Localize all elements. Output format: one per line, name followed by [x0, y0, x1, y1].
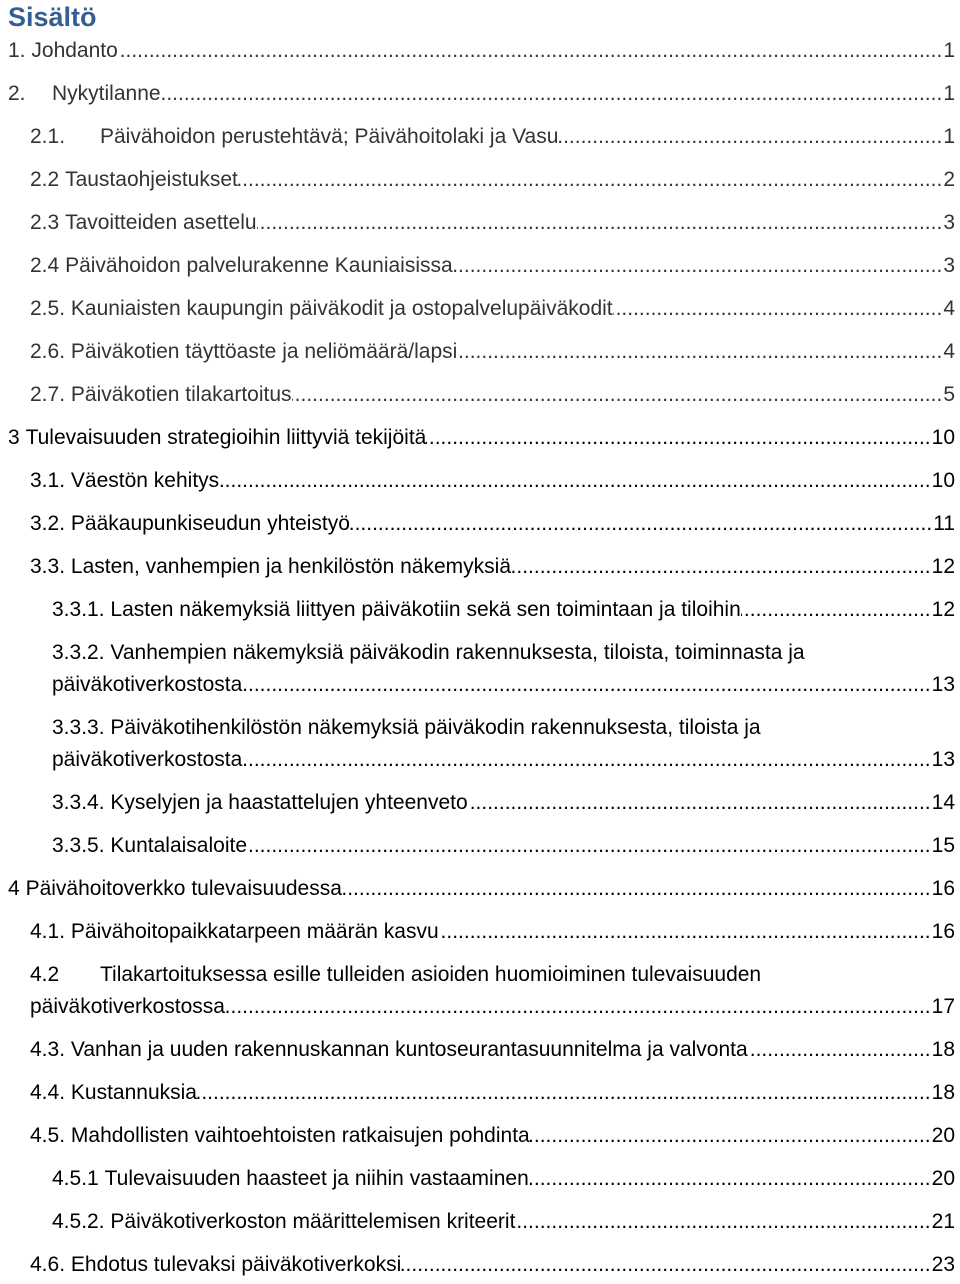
toc-entry-line [52, 1163, 955, 1195]
toc-entry-number: 4.5. [30, 1124, 66, 1147]
toc-entry[interactable] [8, 196, 955, 239]
toc-entry-number: 4.6. [30, 1253, 66, 1276]
dot-leader [292, 379, 943, 411]
toc-entry-page-number: 12 [931, 598, 955, 621]
dot-leader [342, 873, 931, 905]
toc-entry-title: Päiväkotiverkoston määrittelemisen kriteerit [110, 1210, 516, 1233]
toc-entry[interactable] [8, 282, 955, 325]
toc-entry-title: Ehdotus tulevaksi päiväkotiverkoksi [70, 1253, 402, 1276]
toc-entry-title: Päivähoitopaikkatarpeen määrän kasvu [70, 920, 439, 943]
toc-entry-title: Vanhan ja uuden rakennuskannan kuntoseurantasuunnitelma ja valvonta [70, 1038, 748, 1061]
toc-entry-number: 2. [8, 82, 26, 105]
toc-entry-line [30, 991, 955, 1023]
toc-entry-line [8, 35, 955, 67]
toc-entry-number: 2.7. [30, 383, 66, 406]
toc-entry[interactable] [8, 67, 955, 110]
toc-entry-line [30, 293, 955, 325]
toc-entry-page-number: 20 [931, 1167, 955, 1190]
toc-entry-line [30, 465, 955, 497]
toc-entry[interactable] [8, 454, 955, 497]
toc-entry-title: Taustaohjeistukset [65, 168, 238, 191]
toc-entry-page-number: 20 [931, 1124, 955, 1147]
dot-leader [197, 1077, 931, 1109]
toc-entry[interactable] [8, 1023, 955, 1066]
toc-entry-page-number: 17 [931, 995, 955, 1018]
toc-entry-number: 3.3.4. [52, 791, 105, 814]
toc-entry-number: 4.5.1 [52, 1167, 99, 1190]
toc-entry-number: 3.3.5. [52, 834, 105, 857]
toc-entry-title: Tavoitteiden asettelu [65, 211, 257, 234]
toc-entry-line [30, 121, 955, 153]
dot-leader [219, 465, 930, 497]
toc-entry-page-number: 10 [931, 426, 955, 449]
toc-entry-title: Lasten näkemyksiä liittyen päiväkotiin sekä sen toimintaan ja tiloihin [110, 598, 741, 621]
toc-heading: Sisältö [8, 2, 97, 32]
toc-entry-line [30, 1120, 955, 1152]
toc-entry[interactable] [8, 819, 955, 862]
toc-entry-title: Päiväkotien tilakartoitus [70, 383, 292, 406]
toc-entry-line [52, 787, 955, 819]
dot-leader [247, 830, 931, 862]
toc-entry-number: 3.3.3. [52, 716, 105, 739]
dot-leader [613, 293, 943, 325]
toc-entry-line [30, 916, 955, 948]
toc-entry-line [30, 1077, 955, 1109]
toc-entry-page-number: 3 [943, 254, 955, 277]
toc-entry[interactable] [8, 540, 955, 583]
toc-entry[interactable] [8, 1152, 955, 1195]
toc-entry-line [52, 1206, 955, 1238]
dot-leader [511, 551, 931, 583]
toc-entry-page-number: 15 [931, 834, 955, 857]
toc-entry-title: Päivähoidon palvelurakenne Kauniaisissa [65, 254, 453, 277]
toc-entry[interactable] [8, 701, 955, 776]
toc-entry-line [52, 669, 955, 701]
toc-entry-line [30, 207, 955, 239]
toc-entry-line [30, 1034, 955, 1066]
toc-entry-line [30, 551, 955, 583]
toc-entry-title: Mahdollisten vaihtoehtoisten ratkaisujen pohdinta [70, 1124, 530, 1147]
toc-entry-title: Päiväkotien täyttöaste ja neliömäärä/lapsi [70, 340, 458, 363]
toc-entry-number: 4.5.2. [52, 1210, 105, 1233]
toc-entry-page-number: 23 [931, 1253, 955, 1276]
dot-leader [161, 78, 943, 110]
dot-leader [558, 121, 942, 153]
toc-entry-line [8, 422, 955, 454]
dot-leader [118, 35, 943, 67]
toc-entry-page-number: 21 [931, 1210, 955, 1233]
toc-entry-number: 1. [8, 39, 26, 62]
dot-leader [257, 207, 943, 239]
toc-entry-title: Päivähoidon perustehtävä; Päivähoitolaki ja Vasu [100, 125, 559, 148]
toc-entry[interactable] [8, 583, 955, 626]
toc-entry-title: Vanhempien näkemyksiä päiväkodin rakennuksesta, tiloista, toiminnasta ja [110, 641, 805, 664]
toc-entry[interactable] [8, 325, 955, 368]
toc-entry-number: 4.2 [30, 963, 60, 986]
toc-entry-page-number: 1 [943, 39, 955, 62]
toc-entry-title: Päivähoitoverkko tulevaisuudessa [25, 877, 342, 900]
toc-entry-title: Kyselyjen ja haastattelujen yhteenveto [110, 791, 468, 814]
toc-entry[interactable] [8, 24, 955, 67]
toc-entry-page-number: 12 [931, 555, 955, 578]
toc-entry-title: Kustannuksia [70, 1081, 197, 1104]
toc-entry-page-number: 18 [931, 1081, 955, 1104]
toc-entry-title: Päiväkotihenkilöstön näkemyksiä päiväkodin rakennuksesta, tiloista ja [110, 716, 761, 739]
toc-entry-page-number: 4 [943, 340, 955, 363]
dot-leader [748, 1034, 931, 1066]
toc-entry-page-number: 16 [931, 920, 955, 943]
toc-entry-title: Tilakartoituksessa esille tulleiden asioiden huomioiminen tulevaisuuden [100, 963, 762, 986]
toc-entry-line [52, 637, 955, 669]
toc-entry-page-number: 10 [931, 469, 955, 492]
toc-entry-title-continuation: päiväkotiverkostosta [52, 748, 243, 771]
toc-entry-number: 2.6. [30, 340, 66, 363]
dot-leader [426, 422, 930, 454]
toc-entry-title: Kuntalaisaloite [110, 834, 248, 857]
toc-entry-title: Väestön kehitys [70, 469, 220, 492]
toc-entry-number: 2.4 [30, 254, 60, 277]
dot-leader [530, 1120, 931, 1152]
toc-entry-number: 2.2 [30, 168, 60, 191]
toc-entry-title: Kauniaisten kaupungin päiväkodit ja ostopalvelupäiväkodit [70, 297, 613, 320]
toc-entry-number: 4.4. [30, 1081, 66, 1104]
toc-entry[interactable] [8, 776, 955, 819]
toc-entry[interactable] [8, 626, 955, 701]
toc-entry-line [8, 873, 955, 905]
toc-entry[interactable] [8, 862, 955, 905]
table-of-contents [8, 24, 955, 1281]
toc-entry[interactable] [8, 239, 955, 282]
dot-leader [350, 508, 932, 540]
toc-entry[interactable] [8, 1109, 955, 1152]
toc-entry-line [52, 712, 955, 744]
toc-entry-title: Johdanto [31, 39, 118, 62]
toc-entry[interactable] [8, 948, 955, 1023]
toc-entry-line [52, 830, 955, 862]
toc-entry-line [8, 78, 955, 110]
toc-entry-title: Nykytilanne [52, 82, 161, 105]
toc-entry-number: 3.2. [30, 512, 66, 535]
toc-entry-line [30, 508, 955, 540]
toc-entry-title-continuation: päiväkotiverkostossa [30, 995, 225, 1018]
dot-leader [515, 1206, 930, 1238]
toc-entry-line [30, 379, 955, 411]
toc-entry[interactable] [8, 905, 955, 948]
toc-entry[interactable] [8, 368, 955, 411]
toc-entry-number: 3.3.2. [52, 641, 105, 664]
toc-entry-number: 2.1. [30, 125, 66, 148]
toc-entry[interactable] [8, 497, 955, 540]
toc-entry[interactable] [8, 1195, 955, 1238]
toc-entry-page-number: 13 [931, 673, 955, 696]
toc-entry-number: 2.3 [30, 211, 60, 234]
toc-entry-line [30, 336, 955, 368]
toc-entry-page-number: 4 [943, 297, 955, 320]
toc-entry-number: 3.3. [30, 555, 66, 578]
dot-leader [529, 1163, 931, 1195]
toc-entry-number: 2.5. [30, 297, 66, 320]
toc-entry-line [30, 164, 955, 196]
toc-entry-number: 3.1. [30, 469, 66, 492]
toc-entry-title-continuation: päiväkotiverkostosta [52, 673, 243, 696]
toc-entry-line [52, 744, 955, 776]
toc-entry[interactable] [8, 110, 955, 153]
toc-entry-page-number: 18 [931, 1038, 955, 1061]
toc-entry[interactable] [8, 1238, 955, 1281]
dot-leader [401, 1249, 930, 1281]
toc-entry-page-number: 1 [943, 82, 955, 105]
dot-leader [242, 669, 930, 701]
toc-entry-number: 4.3. [30, 1038, 66, 1061]
toc-entry-page-number: 1 [943, 125, 955, 148]
toc-entry-line [52, 594, 955, 626]
dot-leader [741, 594, 931, 626]
dot-leader [468, 787, 931, 819]
toc-entry-page-number: 16 [931, 877, 955, 900]
toc-entry-title: Pääkaupunkiseudun yhteistyö [70, 512, 350, 535]
dot-leader [238, 164, 942, 196]
toc-entry-number: 3 [8, 426, 20, 449]
toc-entry-number: 4.1. [30, 920, 66, 943]
toc-entry-title: Tulevaisuuden haasteet ja niihin vastaaminen [104, 1167, 529, 1190]
toc-entry-line [30, 959, 955, 991]
toc-entry-page-number: 3 [943, 211, 955, 234]
toc-entry-page-number: 14 [931, 791, 955, 814]
toc-entry-line [30, 1249, 955, 1281]
toc-entry-number: 3.3.1. [52, 598, 105, 621]
toc-entry[interactable] [8, 411, 955, 454]
toc-entry-page-number: 11 [933, 512, 955, 535]
toc-entry[interactable] [8, 153, 955, 196]
dot-leader [457, 336, 942, 368]
toc-entry[interactable] [8, 1066, 955, 1109]
dot-leader [242, 744, 930, 776]
dot-leader [225, 991, 931, 1023]
toc-entry-page-number: 5 [943, 383, 955, 406]
toc-entry-line [30, 250, 955, 282]
toc-entry-page-number: 13 [931, 748, 955, 771]
toc-entry-page-number: 2 [943, 168, 955, 191]
toc-entry-title: Lasten, vanhempien ja henkilöstön näkemyksiä [70, 555, 512, 578]
toc-entry-title: Tulevaisuuden strategioihin liittyviä tekijöitä [25, 426, 427, 449]
dot-leader [453, 250, 943, 282]
dot-leader [439, 916, 931, 948]
toc-entry-number: 4 [8, 877, 20, 900]
